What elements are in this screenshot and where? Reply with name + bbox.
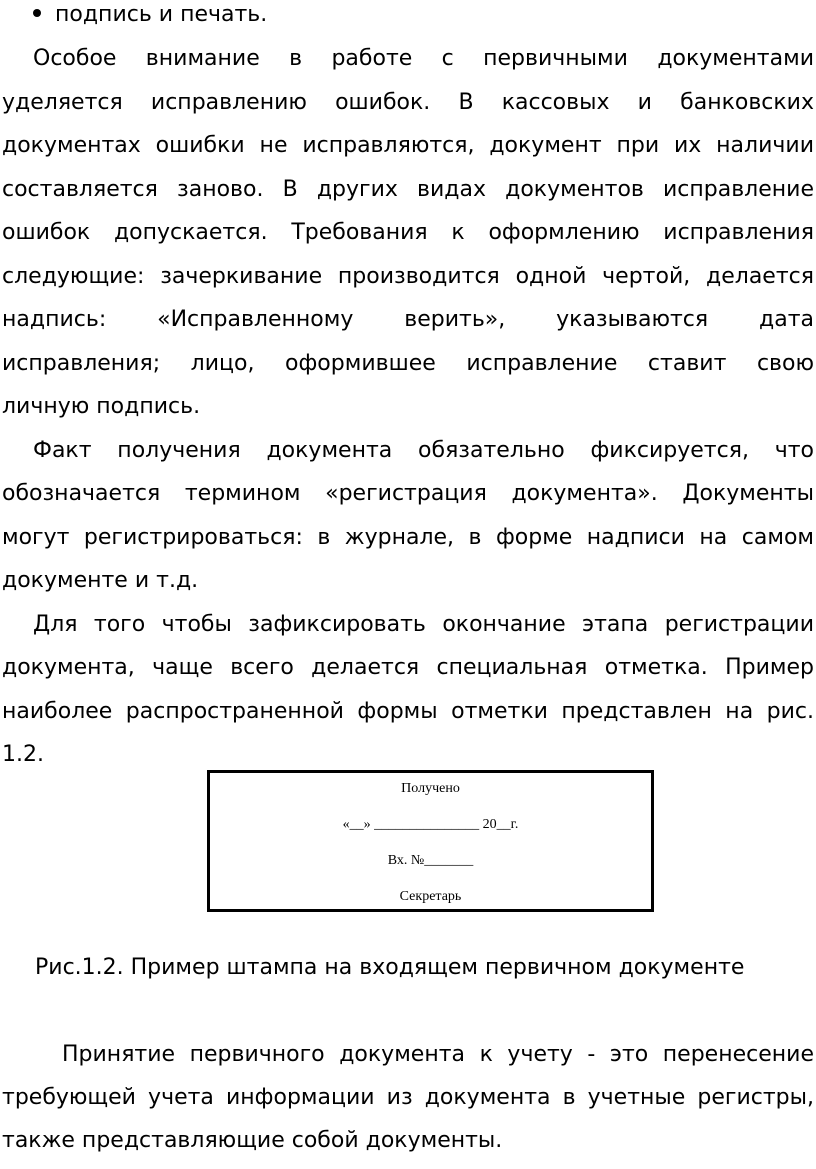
stamp-received-label: Получено <box>401 781 460 796</box>
bullet-text: подпись и печать. <box>55 2 268 27</box>
paragraph-1-line: документах ошибки не исправляются, документ при их наличии <box>2 133 814 158</box>
paragraph-2-line: могут регистрироваться: в журнале, в форме надписи на самом <box>2 525 814 550</box>
paragraph-1-line: личную подпись. <box>2 394 201 419</box>
paragraph-1-line: исправления; лицо, оформившее исправление ставит свою <box>2 351 814 376</box>
paragraph-1-line: ошибок допускается. Требования к оформлению исправления <box>2 220 814 245</box>
paragraph-1-line: уделяется исправлению ошибок. В кассовых и банковских <box>2 90 814 115</box>
bullet-icon <box>33 9 41 17</box>
paragraph-2-line: обозначается термином «регистрация документа». Документы <box>2 481 814 506</box>
stamp-secretary-label: Секретарь <box>399 889 462 904</box>
paragraph-1-line: Особое внимание в работе с первичными документами <box>33 46 814 71</box>
stamp-incoming-number: Вх. №_______ <box>387 853 474 868</box>
stamp-date-line: «__» _______________ 20__г. <box>342 817 519 832</box>
paragraph-3-line: 1.2. <box>2 742 44 767</box>
paragraph-3-line: документа, чаще всего делается специальная отметка. Пример <box>2 655 814 680</box>
paragraph-4-line: требующей учета информации из документа в учетные регистры, <box>2 1085 814 1110</box>
paragraph-1-line: следующие: зачеркивание производится одной чертой, делается <box>2 264 814 289</box>
paragraph-1-line: составляется заново. В других видах документов исправление <box>2 177 814 202</box>
paragraph-2-line: Факт получения документа обязательно фиксируется, что <box>33 438 814 463</box>
paragraph-2-line: документе и т.д. <box>2 568 199 593</box>
bullet-item <box>33 0 267 30</box>
paragraph-1-line: надпись: «Исправленному верить», указываются дата <box>2 307 814 332</box>
paragraph-3-line: Для того чтобы зафиксировать окончание этапа регистрации <box>33 612 814 637</box>
paragraph-4-line: Принятие первичного документа к учету - это перенесение <box>62 1042 814 1067</box>
paragraph-3-line: наиболее распространенной формы отметки представлен на рис. <box>2 699 814 724</box>
received-stamp <box>207 770 654 912</box>
paragraph-4-line: также представляющие собой документы. <box>2 1128 503 1153</box>
figure-caption: Рис.1.2. Пример штампа на входящем первичном документе <box>35 955 745 980</box>
